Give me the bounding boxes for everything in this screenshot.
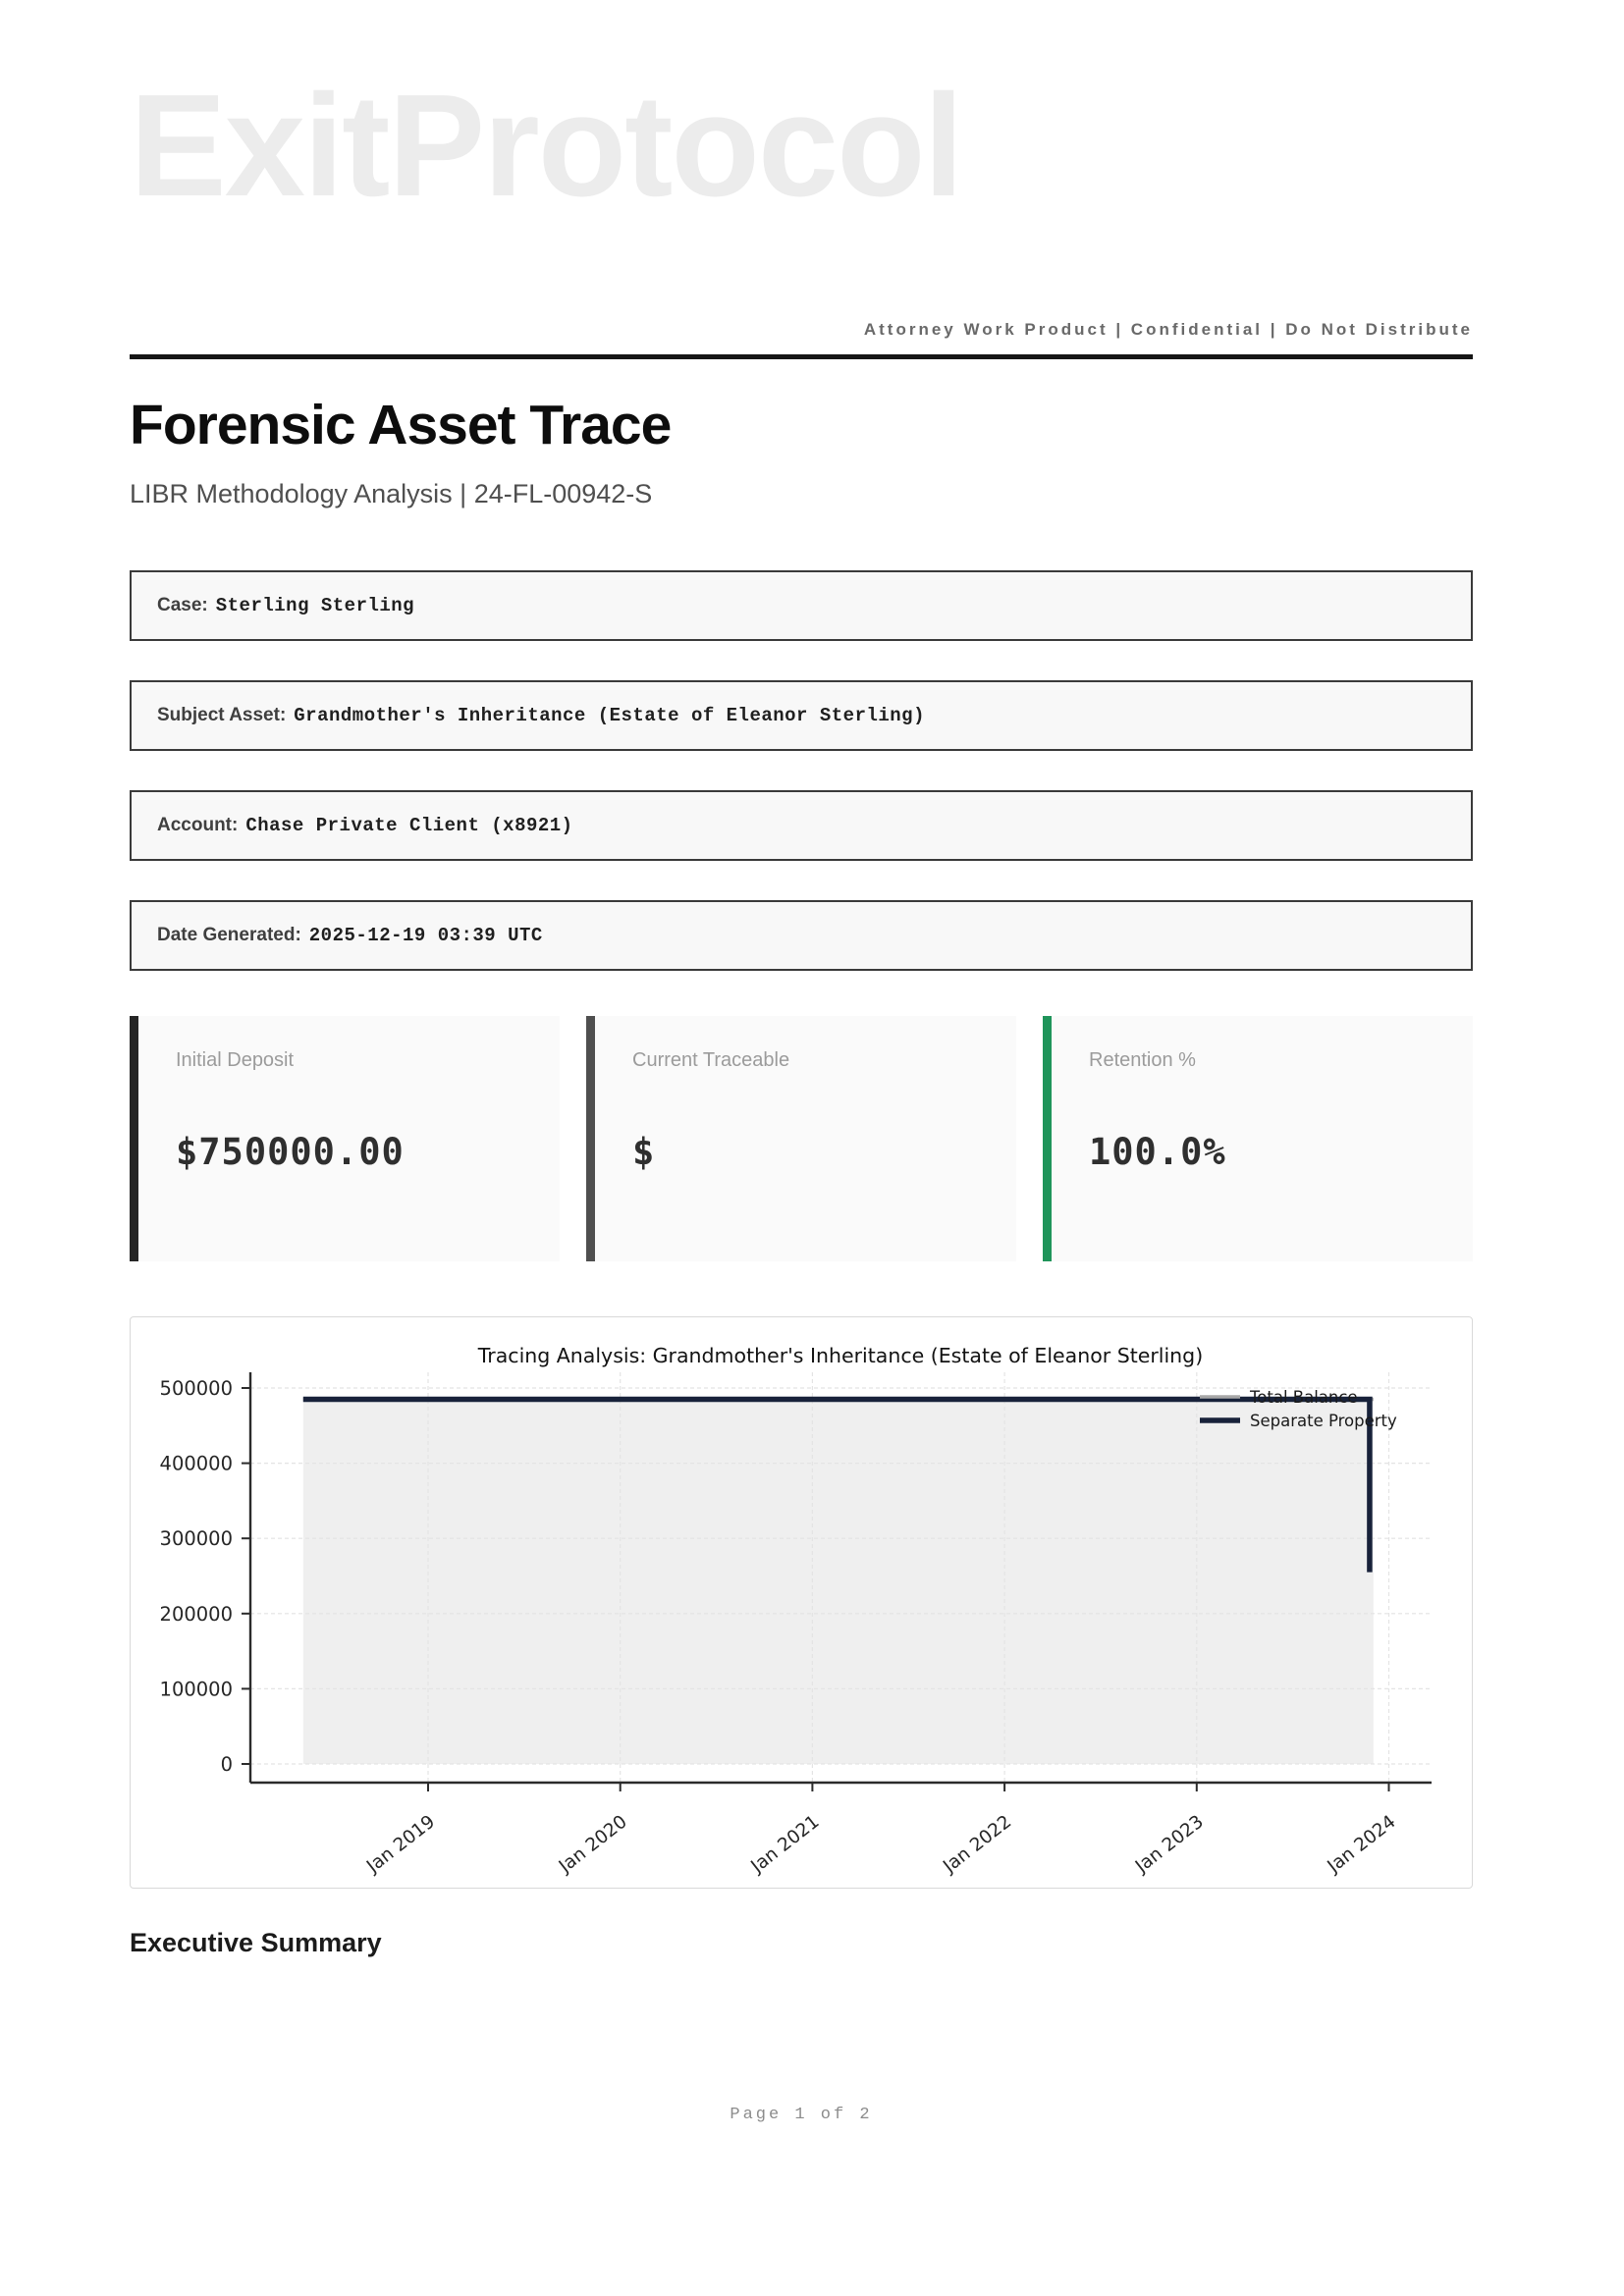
tracing-chart xyxy=(131,1317,1446,1890)
chart-card xyxy=(130,1316,1473,1889)
info-box-subject-asset xyxy=(130,680,1473,751)
metric-card-current-traceable xyxy=(586,1016,1016,1261)
page-footer: Page 1 of 2 xyxy=(730,2106,873,2125)
info-box-date-generated xyxy=(130,900,1473,971)
y-tick-label: 100000 xyxy=(159,1678,233,1701)
metric-value: 100.0% xyxy=(1089,1131,1226,1174)
x-tick-label: Jan 2023 xyxy=(1131,1811,1208,1878)
case-value: Sterling Sterling xyxy=(215,595,415,617)
metric-label: Initial Deposit xyxy=(176,1049,295,1072)
page-subtitle: LIBR Methodology Analysis | 24-FL-00942-S xyxy=(130,479,653,509)
metric-card-retention-pct xyxy=(1043,1016,1473,1261)
chart-title: Tracing Analysis: Grandmother's Inheritance (Estate of Eleanor Sterling) xyxy=(477,1344,1204,1368)
legend-label: Total Balance xyxy=(1250,1388,1358,1408)
account-value: Chase Private Client (x8921) xyxy=(245,815,573,837)
info-box-case xyxy=(130,570,1473,641)
metric-value: $750000.00 xyxy=(176,1131,405,1174)
legend-label: Separate Property xyxy=(1250,1412,1397,1431)
info-box-account xyxy=(130,790,1473,861)
subject-asset-label: Subject Asset: xyxy=(157,705,287,726)
y-tick-label: 300000 xyxy=(159,1527,233,1551)
y-tick-label: 0 xyxy=(220,1753,233,1777)
date-generated-label: Date Generated: xyxy=(157,925,301,946)
metric-value: $ xyxy=(632,1131,656,1174)
header-divider xyxy=(130,354,1473,359)
account-label: Account: xyxy=(157,815,239,836)
metric-label: Retention % xyxy=(1089,1049,1196,1072)
x-tick-label: Jan 2024 xyxy=(1324,1811,1400,1878)
classification-banner: Attorney Work Product | Confidential | Do Not Distribute xyxy=(863,320,1473,340)
area-fill xyxy=(303,1400,1374,1765)
date-generated-value: 2025-12-19 03:39 UTC xyxy=(308,925,543,947)
section-heading-executive-summary: Executive Summary xyxy=(130,1928,382,1958)
page-title: Forensic Asset Trace xyxy=(130,394,672,457)
case-label: Case: xyxy=(157,595,208,616)
x-tick-label: Jan 2021 xyxy=(747,1811,824,1878)
subject-asset-value: Grandmother's Inheritance (Estate of Eleanor Sterling) xyxy=(294,705,925,727)
metric-card-initial-deposit xyxy=(130,1016,560,1261)
x-tick-label: Jan 2019 xyxy=(362,1811,440,1878)
y-tick-label: 500000 xyxy=(159,1377,233,1401)
y-tick-label: 400000 xyxy=(159,1452,233,1475)
logo-watermark: ExitProtocol xyxy=(130,65,962,227)
y-tick-label: 200000 xyxy=(159,1602,233,1626)
metrics-row xyxy=(130,1016,1473,1261)
metric-label: Current Traceable xyxy=(632,1049,790,1072)
x-tick-label: Jan 2022 xyxy=(940,1811,1016,1878)
x-tick-label: Jan 2020 xyxy=(555,1811,631,1878)
